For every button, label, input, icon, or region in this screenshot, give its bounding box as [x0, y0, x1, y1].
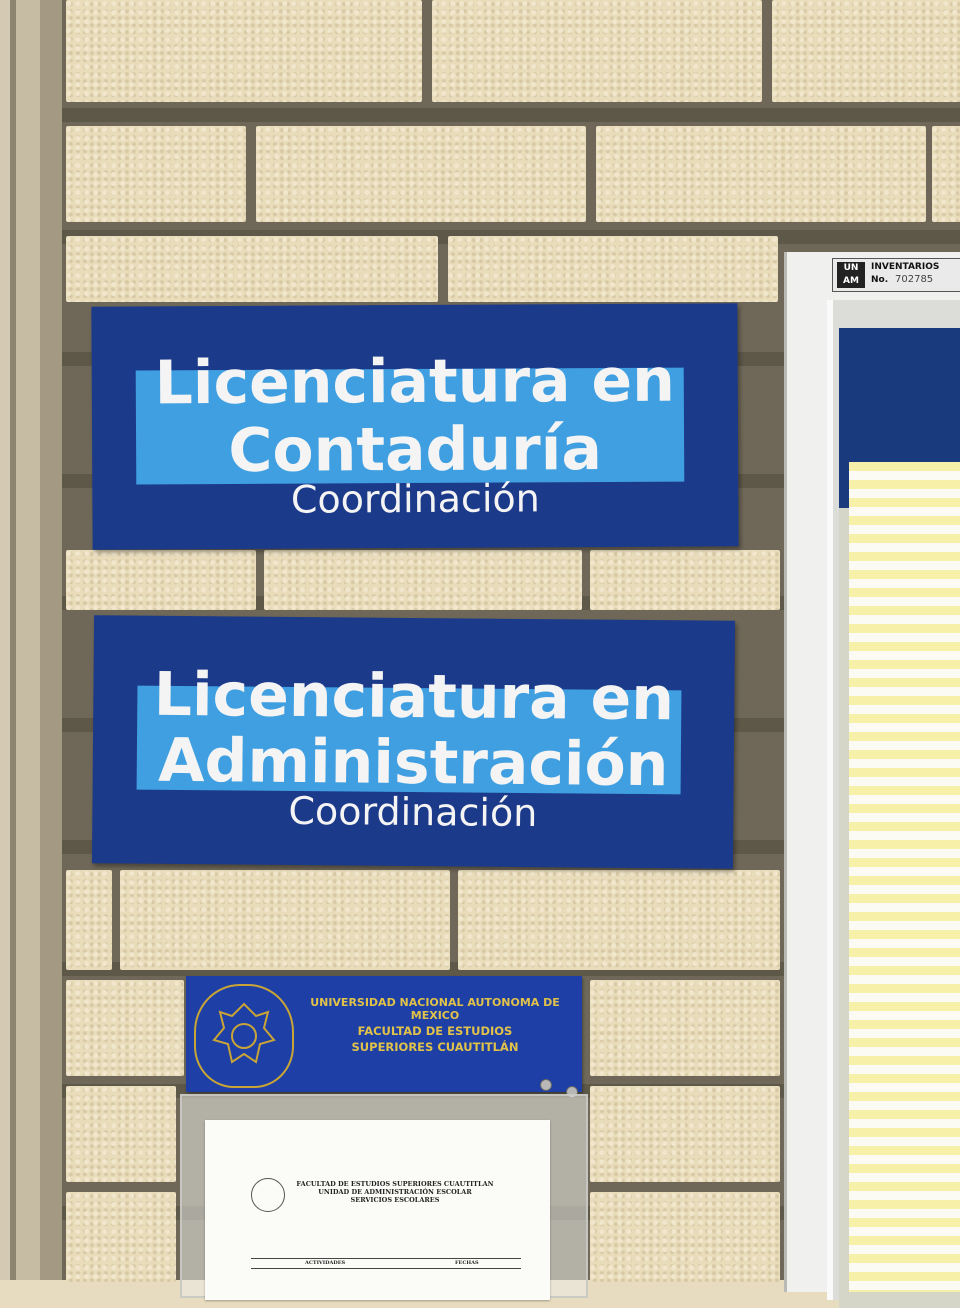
- brick: [256, 126, 586, 222]
- brick: [596, 126, 926, 222]
- brick: [590, 980, 780, 1076]
- sign-title-line1: Licenciatura en: [153, 659, 675, 735]
- brick: [590, 1192, 780, 1282]
- screw: [540, 1079, 552, 1091]
- brick: [772, 0, 960, 102]
- inventory-no-label: No.: [871, 275, 889, 285]
- brick: [120, 870, 450, 970]
- brick: [66, 126, 246, 222]
- brick: [66, 980, 184, 1076]
- unam-plate: [186, 976, 582, 1092]
- brick: [590, 1086, 780, 1182]
- logo-top: UN: [843, 263, 859, 273]
- inventory-label: INVENTARIOS: [871, 262, 940, 272]
- bulletin-case: [784, 252, 960, 1292]
- unam-logo-icon: [837, 262, 865, 288]
- notice-paper: [205, 1120, 550, 1300]
- door-frame: [0, 0, 62, 1280]
- inventory-tag: [832, 258, 960, 292]
- university-name: UNIVERSIDAD NACIONAL AUTONOMA DE MEXICO: [310, 996, 560, 1022]
- faculty-line1: FACULTAD DE ESTUDIOS: [357, 1024, 513, 1038]
- bulletin-list: [849, 462, 960, 1292]
- sign-title-line1: Licenciatura en: [154, 345, 676, 419]
- sign-title-line2: Administración: [157, 725, 669, 801]
- notice-header1: FACULTAD DE ESTUDIOS SUPERIORES CUAUTITLAN: [296, 1180, 494, 1188]
- sign-title-line2: Contaduría: [228, 414, 603, 486]
- logo-bottom: AM: [843, 276, 859, 286]
- brick: [264, 550, 582, 610]
- brick: [66, 0, 422, 102]
- col-dates: FECHAS: [455, 1260, 479, 1266]
- brick: [448, 236, 778, 302]
- unam-logo-icon: [251, 1178, 285, 1212]
- table-rule: [251, 1258, 521, 1259]
- notice-header2: UNIDAD DE ADMINISTRACIÓN ESCOLAR: [318, 1188, 472, 1196]
- brick: [66, 550, 256, 610]
- col-activities: ACTIVIDADES: [305, 1260, 346, 1266]
- sign-contaduria: [91, 303, 738, 549]
- sign-subtitle: Coordinación: [288, 788, 538, 836]
- brick: [66, 870, 112, 970]
- unam-crest-icon: [194, 984, 294, 1088]
- sign-subtitle: Coordinación: [290, 476, 540, 522]
- table-rule: [251, 1268, 521, 1269]
- inventory-number: 702785: [895, 274, 934, 285]
- brick: [66, 236, 438, 302]
- sign-administracion: [92, 615, 735, 869]
- brick: [66, 1086, 176, 1182]
- brick: [66, 1192, 176, 1282]
- brick: [590, 550, 780, 610]
- brick: [458, 870, 780, 970]
- brick: [932, 126, 960, 222]
- brick: [432, 0, 762, 102]
- faculty-line2: SUPERIORES CUAUTITLÁN: [351, 1040, 519, 1054]
- notice-header3: SERVICIOS ESCOLARES: [350, 1196, 440, 1204]
